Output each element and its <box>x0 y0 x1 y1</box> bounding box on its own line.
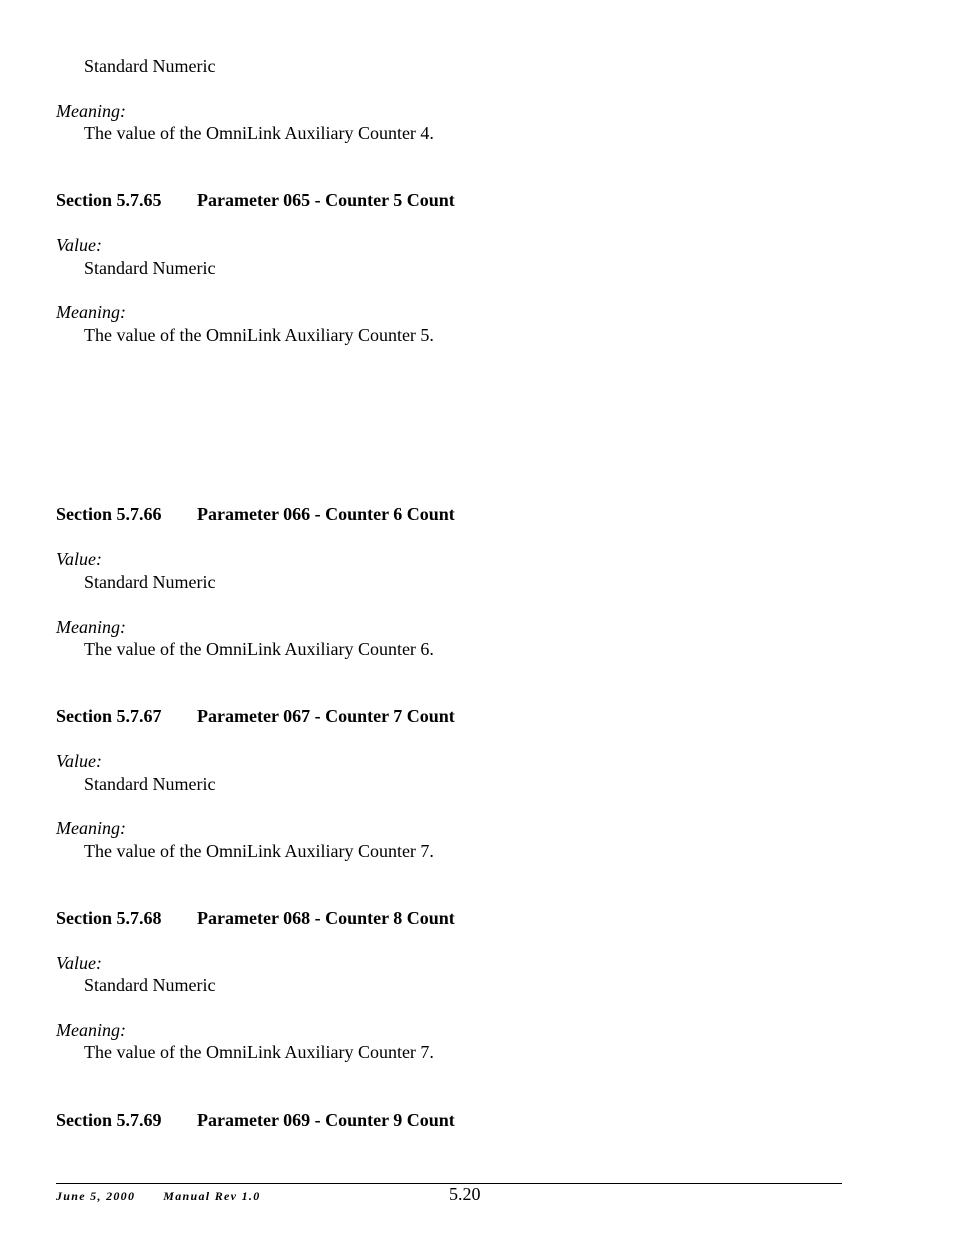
section-number: Section 5.7.65 <box>56 190 162 210</box>
section-number: Section 5.7.66 <box>56 504 162 524</box>
section-heading <box>56 503 455 525</box>
value-text: Standard Numeric <box>84 774 216 794</box>
section-number: Section 5.7.68 <box>56 908 162 928</box>
value-label: Value: <box>56 953 102 973</box>
meaning-label: Meaning: <box>56 617 126 637</box>
value-text: Standard Numeric <box>84 56 216 76</box>
value-label: Value: <box>56 235 102 255</box>
section-number: Section 5.7.67 <box>56 706 162 726</box>
value-text: Standard Numeric <box>84 975 216 995</box>
footer-revision: Manual Rev 1.0 <box>163 1189 261 1203</box>
meaning-label: Meaning: <box>56 302 126 322</box>
meaning-text: The value of the OmniLink Auxiliary Counter 6. <box>84 639 434 659</box>
meaning-label: Meaning: <box>56 1020 126 1040</box>
footer-date: June 5, 2000 <box>56 1189 136 1203</box>
section-heading <box>56 1109 455 1131</box>
meaning-label: Meaning: <box>56 101 126 121</box>
value-text: Standard Numeric <box>84 258 216 278</box>
section-heading <box>56 189 455 211</box>
meaning-label: Meaning: <box>56 818 126 838</box>
section-title: Parameter 067 - Counter 7 Count <box>197 706 455 726</box>
section-title: Parameter 066 - Counter 6 Count <box>197 504 455 524</box>
section-title: Parameter 068 - Counter 8 Count <box>197 908 455 928</box>
section-number: Section 5.7.69 <box>56 1110 162 1130</box>
section-title: Parameter 069 - Counter 9 Count <box>197 1110 455 1130</box>
meaning-text: The value of the OmniLink Auxiliary Counter 4. <box>84 123 434 143</box>
value-label: Value: <box>56 549 102 569</box>
meaning-text: The value of the OmniLink Auxiliary Counter 7. <box>84 1042 434 1062</box>
value-label: Value: <box>56 751 102 771</box>
section-heading <box>56 705 455 727</box>
meaning-text: The value of the OmniLink Auxiliary Counter 5. <box>84 325 434 345</box>
footer-info <box>56 1188 261 1204</box>
meaning-text: The value of the OmniLink Auxiliary Counter 7. <box>84 841 434 861</box>
page-number: 5.20 <box>449 1184 481 1204</box>
section-title: Parameter 065 - Counter 5 Count <box>197 190 455 210</box>
value-text: Standard Numeric <box>84 572 216 592</box>
section-heading <box>56 907 455 929</box>
